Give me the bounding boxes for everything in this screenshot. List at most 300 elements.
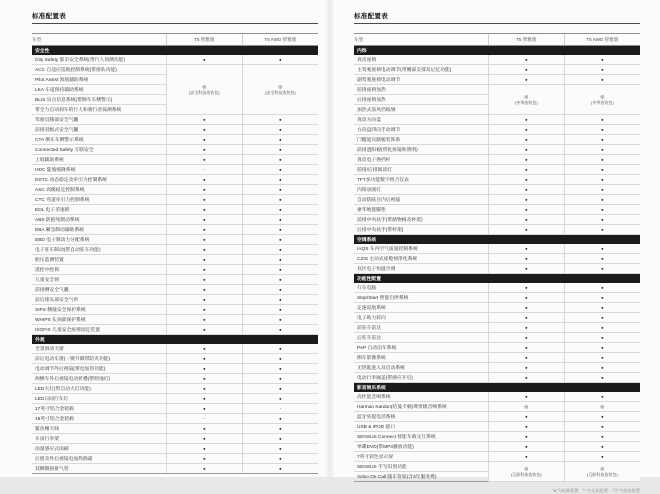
value-cell: ● [242, 384, 318, 394]
feature-label-cell: ASC 高级稳定控制系统 [32, 185, 166, 195]
value-cell: ● [488, 65, 564, 75]
section-header-row [32, 335, 318, 345]
table-row [354, 155, 640, 165]
availability-symbol: ◎ [524, 94, 529, 100]
feature-label-cell: 副驾驶座椅电动调节 [354, 75, 488, 85]
feature-label-cell: 双侧镀铬排气管 [32, 464, 166, 474]
value-cell: ● [564, 205, 640, 215]
feature-label-cell: 电子助力转向 [354, 313, 488, 323]
value-cell: ● [564, 135, 640, 145]
feature-label-cell: 前排座椅加热 [354, 85, 488, 95]
page-title: 标准配置表 [354, 13, 388, 20]
value-cell: ● [564, 254, 640, 264]
merged-value-cell [166, 65, 242, 115]
value-cell: ● [564, 283, 640, 293]
table-row [354, 392, 640, 402]
value-cell: ● [166, 464, 242, 474]
feature-label-cell: 前排侧安全气囊 [32, 285, 166, 295]
table-row [354, 195, 640, 205]
value-cell: ● [488, 373, 564, 383]
feature-label-cell: 儿童安全锁 [32, 275, 166, 285]
feature-label-cell: LKA 车道保持辅助系统 [32, 85, 166, 95]
section-header-label: 安全性 [32, 46, 318, 56]
section-header-row [32, 46, 318, 56]
table-row [32, 374, 318, 384]
feature-label-cell: 真皮电子换挡杆 [354, 155, 488, 165]
value-cell: ● [166, 55, 242, 65]
table-row [32, 135, 318, 145]
table-row [354, 442, 640, 452]
table-row [32, 454, 318, 464]
section-header-label: 内饰 [354, 46, 640, 56]
value-cell: ● [488, 333, 564, 343]
feature-label-cell: Pilot Assist 领航辅助系统 [32, 75, 166, 85]
model-column-header: 车型 [32, 34, 166, 46]
section-header-label: 空调系统 [354, 235, 640, 245]
feature-label-cell: 前排/后排阅读灯 [354, 165, 488, 175]
value-cell: ● [488, 264, 564, 274]
value-cell: ● [488, 75, 564, 85]
feature-label-cell: 电动行李厢盖(带感应开启) [354, 373, 488, 383]
feature-label-cell: 门槛迎宾踏板装饰条 [354, 135, 488, 145]
value-cell: ● [166, 325, 242, 335]
availability-symbol: ◎ [278, 84, 283, 90]
value-cell: ● [488, 55, 564, 65]
value-cell: ● [564, 323, 640, 333]
value-cell: ● [166, 275, 242, 285]
table-head [354, 34, 640, 46]
section-header-row [354, 46, 640, 56]
value-cell: ● [166, 265, 242, 275]
value-cell: ● [564, 215, 640, 225]
value-cell: ● [242, 424, 318, 434]
value-cell: ● [166, 384, 242, 394]
value-cell: ● [242, 235, 318, 245]
table-row [32, 155, 318, 165]
value-cell: ● [166, 205, 242, 215]
feature-label-cell: Connected Safety 互联安全 [32, 145, 166, 155]
table-row [354, 422, 640, 432]
feature-label-cell: WHIPS 头颈部保护系统 [32, 315, 166, 325]
value-cell: ● [564, 65, 640, 75]
page-title: 标准配置表 [32, 13, 66, 20]
option-package-note: (冬季选装包) [591, 99, 614, 105]
model-column-header: 车型 [354, 34, 488, 46]
value-cell: ● [564, 303, 640, 313]
feature-label-cell: CTA 倒车车侧警示系统 [32, 135, 166, 145]
feature-label-cell: 定速巡航系统 [354, 303, 488, 313]
value-cell: ● [242, 275, 318, 285]
value-cell: ● [488, 293, 564, 303]
feature-label-cell: 倒车影像系统 [354, 353, 488, 363]
value-cell: ● [242, 364, 318, 374]
value-cell: ● [242, 205, 318, 215]
value-cell: ● [166, 424, 242, 434]
value-cell: ◎ [564, 402, 640, 412]
value-cell: ● [488, 145, 564, 155]
trim1-column-header: T5 智雅版 [166, 34, 242, 46]
value-cell: ● [488, 422, 564, 432]
table-row [32, 464, 318, 474]
feature-label-cell: BLIS 盲点信息系统(带倒车车侧警示) [32, 95, 166, 105]
value-cell: ● [166, 255, 242, 265]
feature-label-cell: 双区电子恒温空调 [354, 264, 488, 274]
table-row [32, 195, 318, 205]
feature-label-cell: DSTC 动态稳定及牵引力控制系统 [32, 175, 166, 185]
value-cell: ● [488, 125, 564, 135]
table-row [354, 343, 640, 353]
value-cell: ● [488, 412, 564, 422]
feature-label-cell: 驾驶员膝部安全气囊 [32, 115, 166, 125]
feature-label-cell: 单碟DVD(带MP3播放功能) [354, 442, 488, 452]
table-row [32, 354, 318, 364]
table-row [32, 245, 318, 255]
table-row [354, 323, 640, 333]
feature-label-cell: Volvo On Call 随车管家(含3年服务费) [354, 472, 488, 482]
value-cell: ● [166, 364, 242, 374]
table-row [354, 185, 640, 195]
table-row [32, 165, 318, 175]
value-cell: ● [488, 135, 564, 145]
value-cell: ● [242, 155, 318, 165]
option-package-note: (冬季选装包) [514, 99, 538, 105]
value-cell: ● [488, 155, 564, 165]
value-cell: ● [242, 285, 318, 295]
table-row [32, 315, 318, 325]
value-cell: ● [242, 325, 318, 335]
feature-label-cell: ISOFIX 儿童安全座椅固定装置 [32, 325, 166, 335]
value-cell: ● [242, 115, 318, 125]
table-row [354, 412, 640, 422]
value-cell: ● [242, 265, 318, 275]
feature-label-cell: 带全力自动刹车的行人和骑行者探测系统 [32, 105, 166, 115]
feature-label-cell: SENSUS Connect 智能车载交互系统 [354, 432, 488, 442]
legend-footnote: “●”为标准配置 “-”为无此配置 “◎”为选装配置 [552, 488, 640, 493]
table-row [354, 225, 640, 235]
table-row [354, 363, 640, 373]
option-package-note: (安全科技选装包) [265, 89, 296, 95]
config-table-right [354, 33, 640, 482]
feature-label-cell: 前排中央扶手(带储物格及杯架) [354, 215, 488, 225]
value-cell: ● [242, 414, 318, 424]
feature-label-cell: 胎压监测装置 [32, 255, 166, 265]
table-row [32, 205, 318, 215]
value-cell: ● [564, 185, 640, 195]
section-header-row [354, 235, 640, 245]
value-cell: ● [166, 374, 242, 384]
feature-label-cell: 后驻车雷达 [354, 333, 488, 343]
feature-label-cell: 鲨鱼鳍天线 [32, 424, 166, 434]
table-row [32, 65, 318, 75]
table-row [32, 225, 318, 235]
feature-label-cell: LED大灯(带自动大灯功能) [32, 384, 166, 394]
table-row [32, 255, 318, 265]
table-row [32, 444, 318, 454]
table-head [32, 34, 318, 46]
value-cell: ● [564, 373, 640, 383]
value-cell: ● [488, 303, 564, 313]
value-cell: ● [564, 313, 640, 323]
table-row [354, 65, 640, 75]
feature-label-cell: IAQS 车内空气质量控制系统 [354, 244, 488, 254]
feature-label-cell: 后排座椅加热 [354, 95, 488, 105]
value-cell: ● [242, 165, 318, 175]
value-cell: ◎ [488, 402, 564, 412]
value-cell: ● [488, 175, 564, 185]
value-cell: ● [242, 295, 318, 305]
value-cell: ● [488, 115, 564, 125]
feature-label-cell: LED日间行车灯 [32, 394, 166, 404]
value-cell: ● [564, 165, 640, 175]
page-right-content [354, 11, 640, 494]
table-row [32, 145, 318, 155]
value-cell: ● [564, 175, 640, 185]
availability-symbol: ◎ [202, 84, 207, 90]
feature-label-cell: 18英寸铝合金轮毂 [32, 414, 166, 424]
section-header-label: 外观 [32, 335, 318, 345]
table-row [32, 394, 318, 404]
feature-label-cell: 后窗及外后视镜电加热除霜 [32, 454, 166, 464]
section-header-label: 影音娱乐系统 [354, 383, 640, 393]
feature-label-cell: 车顶行李架 [32, 434, 166, 444]
table-row [32, 384, 318, 394]
value-cell: ● [166, 344, 242, 354]
value-cell: ● [564, 293, 640, 303]
table-body [32, 46, 318, 474]
table-row [32, 364, 318, 374]
value-cell: ● [488, 283, 564, 293]
value-cell: ● [242, 145, 318, 155]
value-cell: ● [564, 244, 640, 254]
value-cell: ● [166, 235, 242, 245]
value-cell: ● [564, 115, 640, 125]
table-row [32, 285, 318, 295]
value-cell: ● [564, 195, 640, 205]
table-body [354, 46, 640, 482]
table-row [354, 264, 640, 274]
feature-label-cell: 方向盘四向手动调节 [354, 125, 488, 135]
value-cell: ● [166, 404, 242, 414]
value-cell: ● [166, 394, 242, 404]
value-cell: ● [564, 343, 640, 353]
value-cell: ● [242, 245, 318, 255]
value-cell: ● [242, 55, 318, 65]
feature-label-cell: EDL 电子差速锁 [32, 205, 166, 215]
value-cell: ● [166, 195, 242, 205]
merged-value-cell [488, 462, 564, 482]
feature-label-cell: 行车电脑 [354, 283, 488, 293]
option-package-note: (安全科技选装包) [188, 89, 220, 95]
table-row [354, 55, 640, 65]
value-cell: ● [242, 135, 318, 145]
merged-value-cell [564, 85, 640, 115]
value-cell: ● [564, 55, 640, 65]
table-row [32, 185, 318, 195]
feature-label-cell: 无钥匙进入及启动系统 [354, 363, 488, 373]
section-header-row [354, 274, 640, 284]
value-cell: ● [242, 464, 318, 474]
feature-label-cell: 主驾驶座椅电动调节(带腰部支撑及记忆功能) [354, 65, 488, 75]
table-header-row [354, 34, 640, 46]
value-cell: ● [166, 444, 242, 454]
value-cell: ● [166, 434, 242, 444]
feature-label-cell: 7英寸彩色显示屏 [354, 452, 488, 462]
value-cell: ● [488, 225, 564, 235]
feature-label-cell: 加热式前风挡玻璃 [354, 105, 488, 115]
feature-label-cell: ACC 自适应巡航控制系统(带排队功能) [32, 65, 166, 75]
value-cell: ● [242, 344, 318, 354]
table-row [354, 125, 640, 135]
table-row [354, 115, 640, 125]
table-row [354, 373, 640, 383]
value-cell: ● [488, 363, 564, 373]
trim2-column-header: T5 AWD 智雅版 [242, 34, 318, 46]
table-row [32, 55, 318, 65]
table-row [32, 414, 318, 424]
feature-label-cell: 豪华地毯脚垫 [354, 205, 488, 215]
feature-label-cell: 前排双级式安全气囊 [32, 125, 166, 135]
value-cell: ● [564, 145, 640, 155]
value-cell: ● [166, 454, 242, 464]
availability-symbol: ◎ [524, 466, 529, 472]
value-cell: ● [242, 354, 318, 364]
value-cell: ● [488, 343, 564, 353]
table-row [32, 265, 318, 275]
table-row [32, 175, 318, 185]
trim1-column-header: T5 智雅版 [488, 34, 564, 46]
feature-label-cell: 前后电动车窗(一键升降带防夹功能) [32, 354, 166, 364]
value-cell: ● [488, 244, 564, 254]
table-row [32, 295, 318, 305]
feature-label-cell: 后排中央扶手(带杯架) [354, 225, 488, 235]
value-cell: ● [564, 225, 640, 235]
value-cell: ● [564, 155, 640, 165]
feature-label-cell: 真皮方向盘 [354, 115, 488, 125]
page-right [330, 0, 660, 493]
value-cell: ● [488, 432, 564, 442]
value-cell: ● [166, 125, 242, 135]
table-row [32, 125, 318, 135]
table-row [354, 283, 640, 293]
value-cell: ● [166, 295, 242, 305]
table-row [354, 254, 640, 264]
feature-label-cell: SENSUS 手写识别功能 [354, 462, 488, 472]
table-row [354, 333, 640, 343]
value-cell: ● [564, 363, 640, 373]
value-cell: ● [242, 454, 318, 464]
table-row [354, 135, 640, 145]
table-row [354, 303, 640, 313]
value-cell: ● [242, 305, 318, 315]
value-cell: ● [242, 195, 318, 205]
value-cell: ● [242, 374, 318, 384]
feature-label-cell: 前驻车雷达 [354, 323, 488, 333]
value-cell: ● [166, 185, 242, 195]
feature-label-cell: 蓝牙免提电话系统 [354, 412, 488, 422]
feature-label-cell: ABS 防抱死制动系统 [32, 215, 166, 225]
value-cell: ● [242, 175, 318, 185]
value-cell: ● [564, 264, 640, 274]
value-cell: ● [242, 255, 318, 265]
feature-label-cell: PAP 自动泊车系统 [354, 343, 488, 353]
title-divider [354, 23, 640, 24]
table-row [32, 325, 318, 335]
value-cell: ● [564, 353, 640, 363]
table-row [354, 75, 640, 85]
table-row [354, 165, 640, 175]
feature-label-cell: 17英寸铝合金轮毂 [32, 404, 166, 414]
value-cell: ● [242, 394, 318, 404]
table-row [354, 452, 640, 462]
value-cell: ● [488, 313, 564, 323]
value-cell: ● [564, 442, 640, 452]
value-cell: ● [564, 422, 640, 432]
table-row [32, 305, 318, 315]
availability-symbol: ◎ [600, 466, 605, 472]
feature-label-cell: USB & iPOD 接口 [354, 422, 488, 432]
section-header-label: 功能性配置 [354, 274, 640, 284]
feature-label-cell: HDC 陡坡缓降系统 [32, 165, 166, 175]
table-row [354, 145, 640, 155]
table-row [32, 424, 318, 434]
availability-symbol: ◎ [600, 94, 605, 100]
table-row [354, 175, 640, 185]
value-cell: ● [564, 333, 640, 343]
feature-label-cell: 电子驻车制动(带自动驻车功能) [32, 245, 166, 255]
feature-label-cell: 高性能音响系统 [354, 392, 488, 402]
merged-value-cell [488, 85, 564, 115]
value-cell: ● [564, 125, 640, 135]
table-row [32, 215, 318, 225]
value-cell: - [242, 404, 318, 414]
table-row [354, 215, 640, 225]
value-cell: ● [488, 442, 564, 452]
value-cell: ● [488, 165, 564, 175]
value-cell: ● [242, 215, 318, 225]
option-package-note: (互联科技选装包) [510, 471, 542, 477]
value-cell: ● [166, 315, 242, 325]
table-row [354, 205, 640, 215]
value-cell: ● [166, 245, 242, 255]
value-cell: ● [242, 444, 318, 454]
feature-label-cell: Stop/Start 智能启停系统 [354, 293, 488, 303]
merged-value-cell [564, 462, 640, 482]
value-cell: ● [166, 145, 242, 155]
value-cell: ● [488, 452, 564, 462]
feature-label-cell: 自动防眩目内后视镜 [354, 195, 488, 205]
value-cell: ● [564, 412, 640, 422]
feature-label-cell: EBD 电子制动力分配系统 [32, 235, 166, 245]
value-cell: ● [564, 432, 640, 442]
value-cell: ● [166, 225, 242, 235]
title-divider [32, 23, 318, 24]
value-cell: ● [564, 452, 640, 462]
table-row [32, 275, 318, 285]
value-cell: ● [564, 75, 640, 85]
table-row [354, 85, 640, 95]
value-cell: ● [166, 354, 242, 364]
feature-label-cell: 遥控中控锁 [32, 265, 166, 275]
value-cell: ● [488, 185, 564, 195]
feature-label-cell: 内饰氛围灯 [354, 185, 488, 195]
table-header-row [32, 34, 318, 46]
value-cell: ● [488, 254, 564, 264]
value-cell: ● [166, 215, 242, 225]
merged-value-cell [242, 65, 318, 115]
feature-label-cell: CZIS 主动式座舱预净化系统 [354, 254, 488, 264]
value-cell: ● [166, 305, 242, 315]
feature-label-cell: 上坡辅助系统 [32, 155, 166, 165]
